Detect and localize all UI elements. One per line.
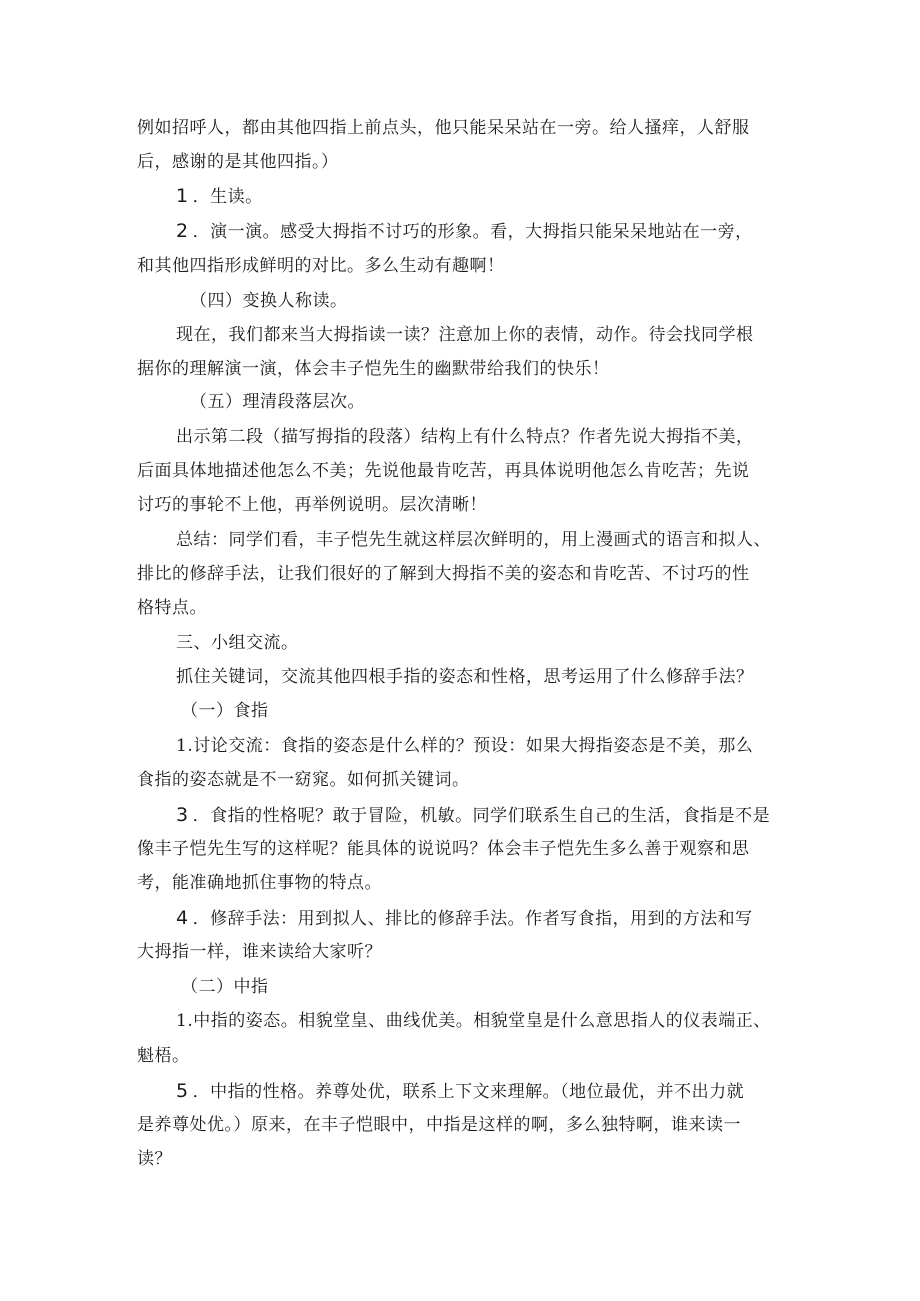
item-text: ．中指的性格。养尊处优，联系上下文来理解。（地位最优，并不出力就 <box>192 1082 745 1102</box>
item-text: ．食指的性格呢？敢于冒险，机敏。同学们联系生自己的生活，食指是不是 <box>192 806 771 826</box>
text-line: 现在，我们都来当大拇指读一读？注意加上你的表情，动作。待会找同学根 <box>176 325 754 345</box>
numbered-item <box>176 185 263 208</box>
section-heading: （五）理清段落层次。 <box>190 392 365 412</box>
text-line: 排比的修辞手法，让我们很好的了解到大拇指不美的姿态和肯吃苦、不讨巧的性 <box>137 564 750 584</box>
text-line: 总结：同学们看，丰子恺先生就这样层次鲜明的，用上漫画式的语言和拟人、 <box>176 530 771 550</box>
text-line: 抓住关键词，交流其他四根手指的姿态和性格，思考运用了什么修辞手法？ <box>176 667 754 687</box>
item-number: 2 <box>176 220 189 242</box>
text-line: 1.中指的姿态。相貌堂皇、曲线优美。相貌堂皇是什么意思指人的仪表端正、 <box>176 1011 771 1031</box>
numbered-item <box>176 1080 744 1103</box>
text-line: 格特点。 <box>137 598 207 618</box>
section-heading: 三、小组交流。 <box>176 633 299 653</box>
text-line: 后面具体地描述他怎么不美；先说他最肯吃苦，再具体说明他怎么肯吃苦；先说 <box>137 461 750 481</box>
item-text: ．生读。 <box>192 187 263 207</box>
text-line: 1.讨论交流：食指的姿态是什么样的？预设：如果大拇指姿态是不美，那么 <box>176 736 754 756</box>
text-line: 和其他四指形成鲜明的对比。多么生动有趣啊！ <box>137 256 505 276</box>
text-line: 食指的姿态就是不一窈窕。如何抓关键词。 <box>137 770 470 790</box>
text-line: 考，能准确地抓住事物的特点。 <box>137 873 382 893</box>
item-number: 4 <box>176 907 189 929</box>
item-number: 3 <box>176 804 189 826</box>
text-line: 大拇指一样，谁来读给大家听？ <box>137 942 382 962</box>
numbered-item <box>176 804 770 827</box>
section-heading: （四）变换人称读。 <box>190 291 348 311</box>
text-line: 后，感谢的是其他四指。） <box>137 152 339 172</box>
text-line: 魁梧。 <box>137 1046 190 1066</box>
item-number: 1 <box>176 185 189 207</box>
item-number: 5 <box>176 1080 189 1102</box>
subsection-heading: （二）中指 <box>181 977 269 997</box>
text-line: 像丰子恺先生写的这样呢？能具体的说说吗？体会丰子恺先生多么善于观察和思 <box>137 839 750 859</box>
numbered-item <box>176 907 753 930</box>
text-line: 是养尊处优。）原来，在丰子恺眼中，中指是这样的啊，多么独特啊，谁来读一 <box>137 1115 741 1135</box>
numbered-item <box>176 220 753 243</box>
text-line: 讨巧的事轮不上他，再举例说明。层次清晰！ <box>137 495 487 515</box>
text-line: 出示第二段（描写拇指的段落）结构上有什么特点？作者先说大拇指不美， <box>176 427 754 447</box>
text-line: 据你的理解演一演，体会丰子恺先生的幽默带给我们的快乐！ <box>137 359 610 379</box>
item-text: ．演一演。感受大拇指不讨巧的形象。看，大拇指只能呆呆地站在一旁， <box>192 222 753 242</box>
item-text: ．修辞手法：用到拟人、排比的修辞手法。作者写食指，用到的方法和写 <box>192 909 753 929</box>
text-line: 读？ <box>137 1149 172 1169</box>
subsection-heading: （一）食指 <box>181 701 269 721</box>
text-line: 例如招呼人，都由其他四指上前点头，他只能呆呆站在一旁。给人搔痒，人舒服 <box>137 118 750 138</box>
